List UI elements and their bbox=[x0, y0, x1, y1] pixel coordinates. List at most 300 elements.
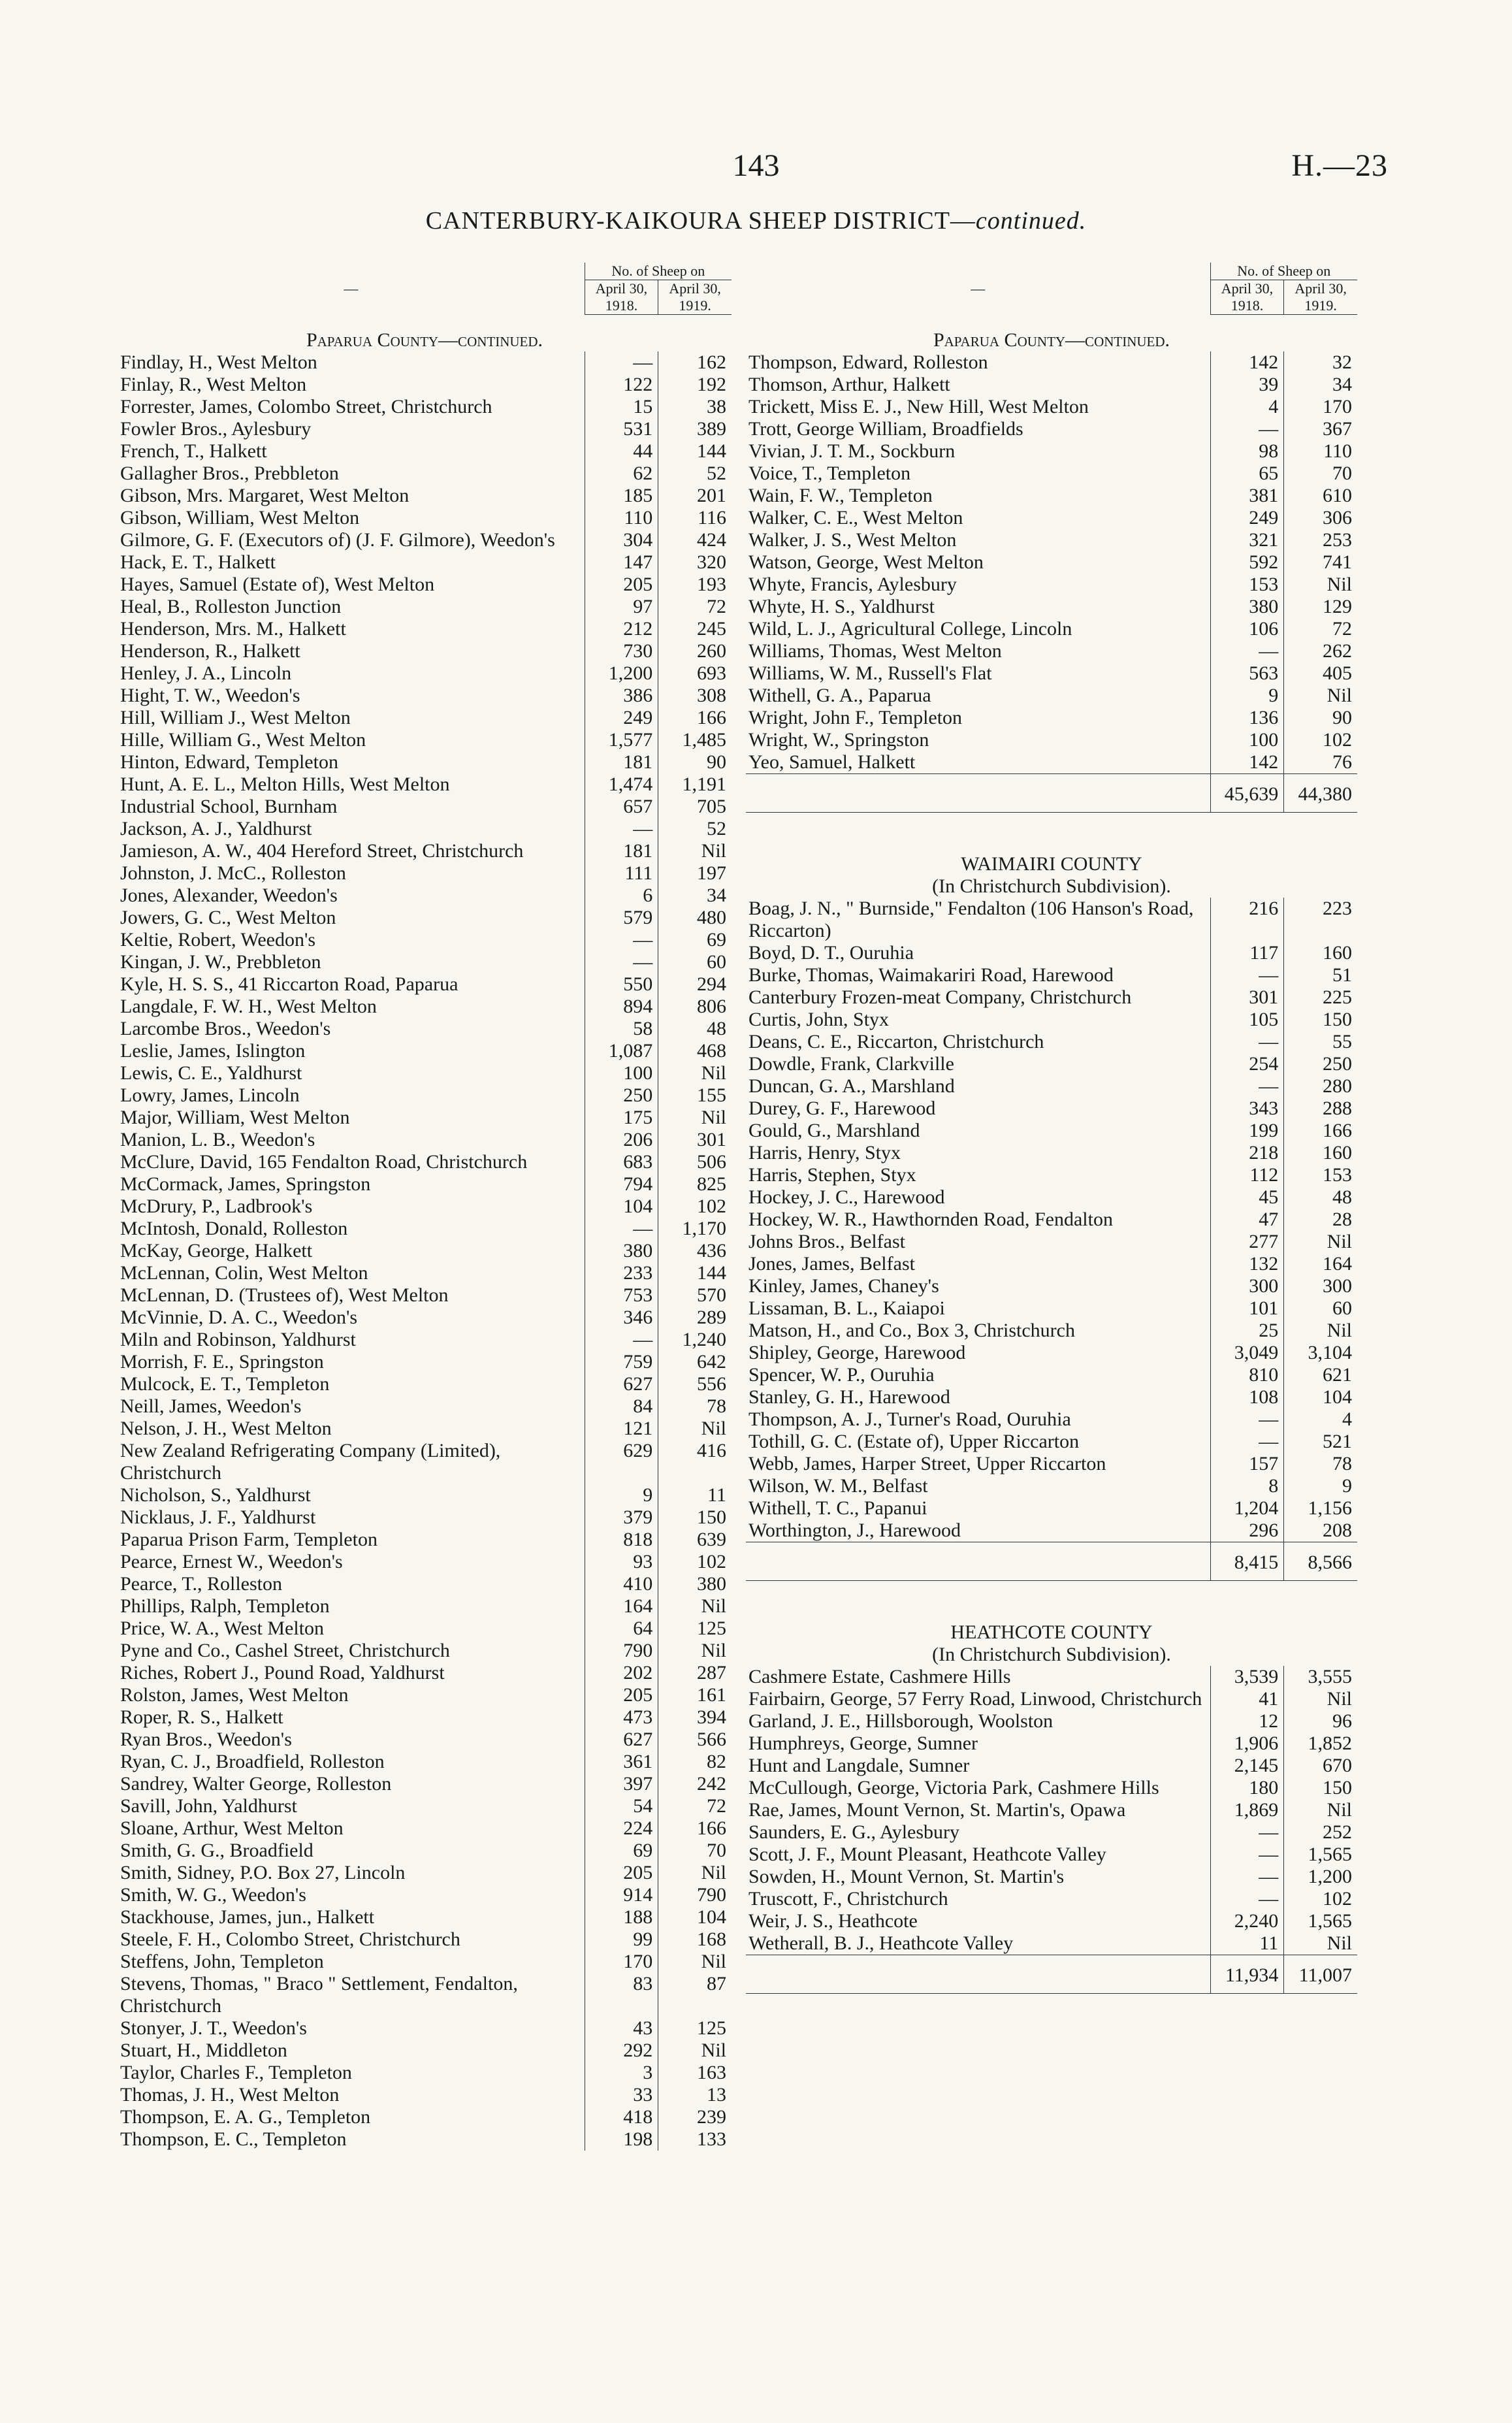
table-row bbox=[746, 1520, 1357, 1542]
sheep-count-1918: 181 bbox=[585, 840, 658, 862]
owner-name: Canterbury Frozen-meat Company, Christchurch bbox=[748, 986, 1132, 1008]
total-1919: 8,566 bbox=[1284, 1542, 1357, 1581]
page-number: 143 bbox=[732, 148, 780, 183]
owner-name: Thompson, A. J., Turner's Road, Ouruhia bbox=[748, 1408, 1071, 1430]
table-row bbox=[118, 2040, 732, 2062]
sheep-count-1919: 223 bbox=[1284, 898, 1357, 942]
sheep-count-1919: 201 bbox=[658, 485, 732, 507]
table-row bbox=[118, 1129, 732, 1151]
table-row bbox=[746, 640, 1357, 662]
sheep-count-1919: Nil bbox=[658, 1062, 732, 1084]
sheep-count-1918: 627 bbox=[585, 1373, 658, 1395]
sheep-count-1918: 1,577 bbox=[585, 729, 658, 751]
table-row bbox=[746, 1009, 1357, 1031]
table-row bbox=[118, 862, 732, 885]
table-row bbox=[118, 1884, 732, 1906]
sheep-count-1918: 157 bbox=[1210, 1453, 1284, 1475]
owner-name: Whyte, Francis, Aylesbury bbox=[748, 574, 957, 595]
table-row bbox=[746, 1755, 1357, 1777]
owner-name: Price, W. A., West Melton bbox=[120, 1618, 325, 1639]
sheep-count-1918: 112 bbox=[1210, 1164, 1284, 1186]
sheep-count-1919: 52 bbox=[658, 463, 732, 485]
sheep-count-1918: 212 bbox=[585, 618, 658, 640]
section-heading-paparua bbox=[746, 315, 1357, 352]
sheep-count-1919: 11 bbox=[658, 1484, 732, 1506]
table-row bbox=[118, 1817, 732, 1840]
sheep-count-1919: 60 bbox=[1284, 1297, 1357, 1320]
sheep-count-1919: 69 bbox=[658, 929, 732, 951]
sheep-count-1919: 300 bbox=[1284, 1275, 1357, 1297]
sheep-count-1919: 288 bbox=[1284, 1098, 1357, 1120]
sheep-count-1918: — bbox=[585, 929, 658, 951]
sheep-count-1919: 308 bbox=[658, 685, 732, 707]
sheep-count-1918: 2,240 bbox=[1210, 1910, 1284, 1932]
owner-name: Humphreys, George, Sumner bbox=[748, 1732, 978, 1754]
owner-name: Tothill, G. C. (Estate of), Upper Riccarton bbox=[748, 1431, 1080, 1452]
table-row bbox=[118, 1529, 732, 1551]
table-row bbox=[746, 1844, 1357, 1866]
sheep-count-1919: 153 bbox=[1284, 1164, 1357, 1186]
table-row bbox=[746, 374, 1357, 396]
table-row bbox=[746, 707, 1357, 729]
sheep-count-1918: 101 bbox=[1210, 1297, 1284, 1320]
owner-name: Hack, E. T., Halkett bbox=[120, 551, 276, 573]
sheep-count-1918: 65 bbox=[1210, 463, 1284, 485]
sheep-count-1918: 277 bbox=[1210, 1231, 1284, 1253]
sheep-count-1918: 170 bbox=[585, 1951, 658, 1973]
sheep-count-1919: 825 bbox=[658, 1173, 732, 1195]
sheep-count-1918: 142 bbox=[1210, 751, 1284, 774]
sheep-count-1919: 72 bbox=[1284, 618, 1357, 640]
sheep-count-1918: 300 bbox=[1210, 1275, 1284, 1297]
owner-name: Steele, F. H., Colombo Street, Christchurch bbox=[120, 1928, 460, 1950]
sheep-count-1918: 202 bbox=[585, 1662, 658, 1684]
table-row bbox=[746, 1120, 1357, 1142]
sheep-count-1919: 150 bbox=[658, 1506, 732, 1529]
sheep-count-1919: 125 bbox=[658, 1618, 732, 1640]
owner-name: McDrury, P., Ladbrook's bbox=[120, 1195, 313, 1217]
owner-name: Johns Bros., Belfast bbox=[748, 1231, 905, 1252]
table-row bbox=[118, 1862, 732, 1884]
sheep-count-1919: 110 bbox=[1284, 440, 1357, 463]
owner-name: Worthington, J., Harewood bbox=[748, 1520, 961, 1541]
sheep-count-1918: — bbox=[1210, 1408, 1284, 1431]
owner-name: Finlay, R., West Melton bbox=[120, 374, 307, 395]
table-row bbox=[118, 1951, 732, 1973]
owner-name: Watson, George, West Melton bbox=[748, 551, 984, 573]
owner-name: Pearce, T., Rolleston bbox=[120, 1573, 282, 1595]
table-row bbox=[118, 1773, 732, 1795]
owner-name: Saunders, E. G., Aylesbury bbox=[748, 1821, 960, 1843]
sheep-count-1918: 250 bbox=[585, 1084, 658, 1107]
sheep-count-1918: 98 bbox=[1210, 440, 1284, 463]
owner-name: Sowden, H., Mount Vernon, St. Martin's bbox=[748, 1866, 1065, 1887]
table-row bbox=[746, 1710, 1357, 1732]
sheep-count-1919: 51 bbox=[1284, 964, 1357, 986]
owner-name: Johnston, J. McC., Rolleston bbox=[120, 862, 346, 884]
sheep-count-1918: 386 bbox=[585, 685, 658, 707]
sheep-count-1918: 296 bbox=[1210, 1520, 1284, 1542]
sheep-count-1918: 43 bbox=[585, 2017, 658, 2040]
owner-name: Major, William, West Melton bbox=[120, 1107, 350, 1128]
table-row bbox=[118, 1240, 732, 1262]
sheep-count-1918: 83 bbox=[585, 1973, 658, 2017]
table-row bbox=[746, 1275, 1357, 1297]
heathcote-total-row bbox=[746, 1955, 1357, 1994]
sheep-count-1919: 1,485 bbox=[658, 729, 732, 751]
table-row bbox=[746, 751, 1357, 774]
sheep-count-1918: 818 bbox=[585, 1529, 658, 1551]
owner-name: McCullough, George, Victoria Park, Cashmere Hills bbox=[748, 1777, 1159, 1798]
sheep-count-1918: — bbox=[585, 818, 658, 840]
sheep-count-1918: 185 bbox=[585, 485, 658, 507]
sheep-count-1919: 133 bbox=[658, 2128, 732, 2151]
sheep-count-1919: 320 bbox=[658, 551, 732, 574]
sheep-count-1919: Nil bbox=[658, 1107, 732, 1129]
table-row bbox=[118, 1729, 732, 1751]
owner-name: Morrish, F. E., Springston bbox=[120, 1351, 324, 1373]
sheep-count-1918: 2,145 bbox=[1210, 1755, 1284, 1777]
sheep-count-1918: 794 bbox=[585, 1173, 658, 1195]
sheep-count-1918: 218 bbox=[1210, 1142, 1284, 1164]
owner-name: Sloane, Arthur, West Melton bbox=[120, 1817, 344, 1839]
sheep-count-1918: 198 bbox=[585, 2128, 658, 2151]
sheep-count-1919: Nil bbox=[1284, 1231, 1357, 1253]
sheep-count-1919: 389 bbox=[658, 418, 732, 440]
table-row bbox=[118, 907, 732, 929]
owner-name: Williams, W. M., Russell's Flat bbox=[748, 662, 992, 684]
sheep-count-1919: 104 bbox=[1284, 1386, 1357, 1408]
owner-name: Wright, W., Springston bbox=[748, 729, 929, 751]
sheep-count-1919: 294 bbox=[658, 973, 732, 996]
sheep-count-1919: 60 bbox=[658, 951, 732, 973]
sheep-count-1919: 741 bbox=[1284, 551, 1357, 574]
table-row bbox=[746, 574, 1357, 596]
owner-name: Wilson, W. M., Belfast bbox=[748, 1475, 928, 1497]
sheep-count-1919: 253 bbox=[1284, 529, 1357, 551]
owner-name: French, T., Halkett bbox=[120, 440, 267, 462]
spacer-cell bbox=[746, 1581, 1357, 1605]
sheep-count-1918: 304 bbox=[585, 529, 658, 551]
table-row bbox=[118, 773, 732, 796]
name-column-header: — bbox=[971, 280, 986, 297]
owner-name: Thompson, Edward, Rolleston bbox=[748, 351, 988, 373]
sheep-count-1919: 556 bbox=[658, 1373, 732, 1395]
sheep-count-1919: Nil bbox=[1284, 1799, 1357, 1821]
owner-name: Walker, C. E., West Melton bbox=[748, 507, 963, 529]
sheep-count-1919: 239 bbox=[658, 2106, 732, 2128]
table-row bbox=[118, 751, 732, 773]
table-row bbox=[746, 551, 1357, 574]
sheep-count-1919: 166 bbox=[1284, 1120, 1357, 1142]
sheep-count-1918: 117 bbox=[1210, 942, 1284, 964]
sheep-count-1918: 15 bbox=[585, 396, 658, 418]
owner-name: Smith, Sidney, P.O. Box 27, Lincoln bbox=[120, 1862, 406, 1883]
owner-name: Miln and Robinson, Yaldhurst bbox=[120, 1329, 356, 1350]
sheep-count-1919: 1,240 bbox=[658, 1329, 732, 1351]
table-row bbox=[118, 1040, 732, 1062]
sheep-count-1919: 693 bbox=[658, 662, 732, 685]
sheep-count-group-header: No. of Sheep on bbox=[585, 263, 732, 280]
sheep-count-1919: Nil bbox=[658, 1862, 732, 1884]
sheep-count-1919: 70 bbox=[658, 1840, 732, 1862]
owner-name: Cashmere Estate, Cashmere Hills bbox=[748, 1666, 1011, 1687]
table-row bbox=[118, 818, 732, 840]
sheep-count-1918: 1,906 bbox=[1210, 1732, 1284, 1755]
sheep-count-1918: 216 bbox=[1210, 898, 1284, 942]
sheep-count-1919: 1,852 bbox=[1284, 1732, 1357, 1755]
sheep-count-1918: — bbox=[585, 1218, 658, 1240]
sheep-count-1919: 72 bbox=[658, 1795, 732, 1817]
owner-name: Lowry, James, Lincoln bbox=[120, 1084, 300, 1106]
table-row bbox=[118, 396, 732, 418]
owner-name: Henderson, R., Halkett bbox=[120, 640, 300, 662]
table-row bbox=[746, 1821, 1357, 1844]
owner-name: Stanley, G. H., Harewood bbox=[748, 1386, 950, 1408]
sheep-count-1919: Nil bbox=[658, 1418, 732, 1440]
owner-name: Deans, C. E., Riccarton, Christchurch bbox=[748, 1031, 1044, 1052]
owner-name: Hockey, W. R., Hawthornden Road, Fendalton bbox=[748, 1209, 1113, 1230]
owner-name: Gibson, William, West Melton bbox=[120, 507, 360, 529]
table-row bbox=[746, 1231, 1357, 1253]
owner-name: Pyne and Co., Cashel Street, Christchurch bbox=[120, 1640, 450, 1661]
table-row bbox=[118, 885, 732, 907]
owner-name: Hunt, A. E. L., Melton Hills, West Melton bbox=[120, 773, 450, 795]
table-row bbox=[746, 1453, 1357, 1475]
owner-name: McCormack, James, Springston bbox=[120, 1173, 371, 1195]
owner-name: Leslie, James, Islington bbox=[120, 1040, 306, 1062]
table-row bbox=[118, 1307, 732, 1329]
owner-name: Nicholson, S., Yaldhurst bbox=[120, 1484, 311, 1506]
owner-name: Roper, R. S., Halkett bbox=[120, 1706, 283, 1728]
page-reference: H.—23 bbox=[1291, 148, 1388, 183]
sheep-count-1918: 175 bbox=[585, 1107, 658, 1129]
owner-name: Hinton, Edward, Templeton bbox=[120, 751, 338, 773]
sheep-count-1918: 8 bbox=[1210, 1475, 1284, 1497]
sheep-count-1918: 180 bbox=[1210, 1777, 1284, 1799]
sheep-count-1918: 106 bbox=[1210, 618, 1284, 640]
table-row bbox=[746, 1777, 1357, 1799]
sheep-count-1918: — bbox=[1210, 964, 1284, 986]
sheep-count-1918: 84 bbox=[585, 1395, 658, 1418]
sheep-count-1919: 70 bbox=[1284, 463, 1357, 485]
owner-name: Kyle, H. S. S., 41 Riccarton Road, Paparua bbox=[120, 973, 458, 995]
sheep-count-1918: 122 bbox=[585, 374, 658, 396]
section-heading-paparua bbox=[118, 315, 732, 352]
sheep-count-1918: 592 bbox=[1210, 551, 1284, 574]
sheep-count-1918: 343 bbox=[1210, 1098, 1284, 1120]
section-heading-paparua-text: Paparua County—continued. bbox=[933, 329, 1170, 351]
total-label-blank bbox=[746, 774, 1210, 813]
owner-name: New Zealand Refrigerating Company (Limited), Christchurch bbox=[120, 1440, 501, 1484]
sheep-count-1919: 166 bbox=[658, 1817, 732, 1840]
owner-name: Duncan, G. A., Marshland bbox=[748, 1075, 955, 1097]
sheep-count-1919: 566 bbox=[658, 1729, 732, 1751]
sheep-count-1918: 579 bbox=[585, 907, 658, 929]
owner-name: Manion, L. B., Weedon's bbox=[120, 1129, 315, 1150]
owner-name: Sandrey, Walter George, Rolleston bbox=[120, 1773, 392, 1795]
table-row bbox=[118, 2017, 732, 2040]
sheep-count-1919: Nil bbox=[1284, 685, 1357, 707]
sheep-count-1918: 627 bbox=[585, 1729, 658, 1751]
table-row bbox=[746, 1053, 1357, 1075]
owner-name: Spencer, W. P., Ouruhia bbox=[748, 1364, 935, 1386]
table-row bbox=[118, 796, 732, 818]
spacer-row bbox=[746, 813, 1357, 837]
sheep-count-1919: 125 bbox=[658, 2017, 732, 2040]
owner-name: Jowers, G. C., West Melton bbox=[120, 907, 336, 928]
left-sheep-table bbox=[118, 263, 732, 2151]
sheep-count-1919: 260 bbox=[658, 640, 732, 662]
owner-name: Burke, Thomas, Waimakariri Road, Harewood bbox=[748, 964, 1114, 986]
table-row bbox=[118, 551, 732, 574]
sheep-count-1919: 163 bbox=[658, 2062, 732, 2084]
total-1918: 11,934 bbox=[1210, 1955, 1284, 1994]
sheep-count-1919: 116 bbox=[658, 507, 732, 529]
sheep-count-1919: 102 bbox=[1284, 1888, 1357, 1910]
sheep-count-1918: — bbox=[1210, 1075, 1284, 1098]
sheep-count-1918: 249 bbox=[585, 707, 658, 729]
owner-name: Williams, Thomas, West Melton bbox=[748, 640, 1002, 662]
table-row bbox=[118, 485, 732, 507]
owner-name: Lissaman, B. L., Kaiapoi bbox=[748, 1297, 945, 1319]
table-row bbox=[746, 1186, 1357, 1209]
sheep-count-1919: 87 bbox=[658, 1973, 732, 2017]
table-row bbox=[118, 1573, 732, 1595]
sheep-count-1919: 1,200 bbox=[1284, 1866, 1357, 1888]
sheep-count-1919: Nil bbox=[658, 840, 732, 862]
sheep-count-1919: 436 bbox=[658, 1240, 732, 1262]
sheep-count-1919: 32 bbox=[1284, 351, 1357, 374]
owner-name: Hight, T. W., Weedon's bbox=[120, 685, 300, 706]
sheep-count-1919: 52 bbox=[658, 818, 732, 840]
table-row bbox=[746, 1497, 1357, 1520]
table-row bbox=[118, 1062, 732, 1084]
sheep-count-1918: 12 bbox=[1210, 1710, 1284, 1732]
paparua-total-row bbox=[746, 774, 1357, 813]
owner-name: Whyte, H. S., Yaldhurst bbox=[748, 596, 935, 617]
sheep-count-1919: 250 bbox=[1284, 1053, 1357, 1075]
owner-name: Findlay, H., West Melton bbox=[120, 351, 317, 373]
sheep-count-1919: 416 bbox=[658, 1440, 732, 1484]
table-row bbox=[118, 1173, 732, 1195]
sheep-count-1919: 262 bbox=[1284, 640, 1357, 662]
sheep-count-1919: Nil bbox=[1284, 1932, 1357, 1955]
table-row bbox=[118, 1329, 732, 1351]
sheep-count-1918: 379 bbox=[585, 1506, 658, 1529]
table-row bbox=[746, 1431, 1357, 1453]
owner-name: Jones, James, Belfast bbox=[748, 1253, 915, 1275]
owner-name: Mulcock, E. T., Templeton bbox=[120, 1373, 330, 1395]
sheep-count-1918: 111 bbox=[585, 862, 658, 885]
sheep-count-1918: 147 bbox=[585, 551, 658, 574]
table-row bbox=[118, 1373, 732, 1395]
table-row bbox=[118, 685, 732, 707]
sheep-count-1918: 45 bbox=[1210, 1186, 1284, 1209]
table-row bbox=[118, 374, 732, 396]
sheep-count-1918: — bbox=[1210, 1866, 1284, 1888]
sheep-count-1919: 197 bbox=[658, 862, 732, 885]
table-row bbox=[118, 1973, 732, 2017]
owner-name: Wain, F. W., Templeton bbox=[748, 485, 933, 506]
table-row bbox=[118, 973, 732, 996]
sheep-count-1918: 44 bbox=[585, 440, 658, 463]
sheep-count-1919: 150 bbox=[1284, 1777, 1357, 1799]
section-subtitle-waimairi bbox=[746, 875, 1357, 898]
sheep-count-1919: 242 bbox=[658, 1773, 732, 1795]
sheep-count-1918: — bbox=[1210, 1431, 1284, 1453]
table-row bbox=[118, 707, 732, 729]
sheep-count-1918: 380 bbox=[1210, 596, 1284, 618]
sheep-count-1919: 287 bbox=[658, 1662, 732, 1684]
table-row bbox=[118, 1484, 732, 1506]
sheep-count-1919: 468 bbox=[658, 1040, 732, 1062]
sheep-count-1919: 34 bbox=[1284, 374, 1357, 396]
section-heading-waimairi-text: WAIMAIRI COUNTY bbox=[961, 853, 1142, 875]
sheep-count-1918: — bbox=[585, 1329, 658, 1351]
owner-name: Stuart, H., Middleton bbox=[120, 2040, 287, 2061]
sheep-count-1918: 100 bbox=[1210, 729, 1284, 751]
sheep-count-1919: 104 bbox=[658, 1906, 732, 1928]
section-subtitle-heathcote bbox=[746, 1644, 1357, 1666]
sheep-count-1919: Nil bbox=[1284, 574, 1357, 596]
sheep-count-1919: 192 bbox=[658, 374, 732, 396]
owner-name: McIntosh, Donald, Rolleston bbox=[120, 1218, 348, 1239]
sheep-count-1918: 531 bbox=[585, 418, 658, 440]
table-row bbox=[746, 1031, 1357, 1053]
table-row bbox=[746, 1888, 1357, 1910]
sheep-count-1918: 108 bbox=[1210, 1386, 1284, 1408]
year-1919-header: April 30, 1919. bbox=[1284, 280, 1357, 315]
table-row bbox=[118, 1506, 732, 1529]
table-row bbox=[118, 418, 732, 440]
owner-name: Ryan, C. J., Broadfield, Rolleston bbox=[120, 1751, 385, 1772]
table-row bbox=[118, 2106, 732, 2128]
sheep-count-1918: 110 bbox=[585, 507, 658, 529]
sheep-count-1919: 3,104 bbox=[1284, 1342, 1357, 1364]
table-row bbox=[746, 507, 1357, 529]
table-row bbox=[118, 1928, 732, 1951]
owner-name: Trickett, Miss E. J., New Hill, West Melton bbox=[748, 396, 1089, 417]
owner-name: Boag, J. N., " Burnside," Fendalton (106 Hanson's Road, Riccarton) bbox=[748, 898, 1194, 941]
sheep-count-1918: 206 bbox=[585, 1129, 658, 1151]
section-heading-heathcote bbox=[746, 1604, 1357, 1644]
table-row bbox=[118, 729, 732, 751]
section-heading-heathcote-text: HEATHCOTE COUNTY bbox=[950, 1621, 1153, 1643]
owner-name: Voice, T., Templeton bbox=[748, 463, 911, 484]
owner-name: Henderson, Mrs. M., Halkett bbox=[120, 618, 346, 640]
table-row bbox=[746, 351, 1357, 374]
owner-name: Heal, B., Rolleston Junction bbox=[120, 596, 342, 617]
sheep-count-1918: 381 bbox=[1210, 485, 1284, 507]
table-row bbox=[118, 1195, 732, 1218]
owner-name: Smith, W. G., Weedon's bbox=[120, 1884, 306, 1906]
sheep-count-1919: 367 bbox=[1284, 418, 1357, 440]
sheep-count-1918: 9 bbox=[1210, 685, 1284, 707]
owner-name: Dowdle, Frank, Clarkville bbox=[748, 1053, 954, 1075]
owner-name: Trott, George William, Broadfields bbox=[748, 418, 1023, 440]
sheep-count-1918: 1,087 bbox=[585, 1040, 658, 1062]
owner-name: Vivian, J. T. M., Sockburn bbox=[748, 440, 956, 462]
table-row bbox=[746, 964, 1357, 986]
sheep-count-1919: 301 bbox=[658, 1129, 732, 1151]
section-subtitle-heathcote-text: (In Christchurch Subdivision). bbox=[932, 1644, 1171, 1665]
owner-name: Truscott, F., Christchurch bbox=[748, 1888, 948, 1910]
total-1918: 45,639 bbox=[1210, 774, 1284, 813]
sheep-count-1918: 205 bbox=[585, 574, 658, 596]
year-1918-header: April 30, 1918. bbox=[585, 280, 658, 315]
table-row bbox=[746, 1164, 1357, 1186]
